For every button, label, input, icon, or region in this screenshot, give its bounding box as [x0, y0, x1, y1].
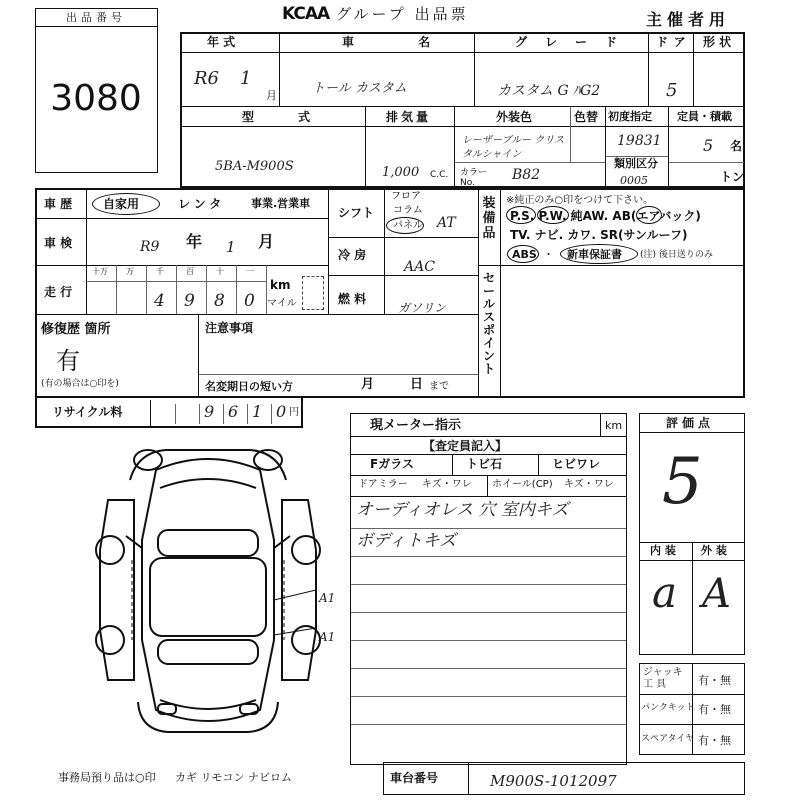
class-label: 類別区分 [614, 157, 658, 170]
first-reg-label: 初度指定 [608, 110, 652, 123]
grade-label: グレード [515, 35, 636, 49]
capacity-value: 5 [703, 136, 714, 155]
door-label: ドア [656, 35, 692, 49]
odometer-digit-1: 0 [244, 291, 255, 311]
recycle-label: リサイクル料 [52, 405, 123, 419]
equipment-warranty-note: (注) 後日送りのみ [640, 250, 713, 260]
equipment-line-1: P.S. P.W. 純AW. AB(エアバック) [510, 209, 701, 223]
capacity-unit: 名 [730, 139, 743, 153]
shift-column: コラム [393, 205, 423, 216]
first-reg-value: 19831 [617, 133, 662, 149]
form-title: グループ 出品票 [336, 5, 469, 23]
odometer-unit-100k: 十万 [92, 267, 108, 276]
odometer-unit-1: 一 [246, 267, 254, 276]
tool-jack-label: ジャッキ 工 具 [643, 667, 683, 690]
tool-puncture-label: パンクキット [641, 703, 695, 713]
tool-spare-label: スペアタイヤ [641, 734, 695, 744]
inspector-col-mirror: ドアミラー [358, 479, 408, 490]
name-label: 車 名 [342, 35, 461, 49]
recycle-digit-4: 0 [276, 402, 287, 421]
shaken-value: R9 [140, 239, 160, 255]
office-note: 事務局預り品は○印 [58, 771, 156, 784]
year-month: 1 [240, 68, 252, 89]
equipment-note: ※純正のみ○印をつけて下さい。 [506, 195, 654, 206]
repaint-label: 色替 [574, 110, 599, 124]
sponsor-label: 主催者用 [646, 10, 731, 29]
warranty-circle [560, 244, 638, 264]
door-count: 5 [666, 80, 678, 101]
model-label: 型 式 [242, 110, 331, 124]
car-name: トール カスタム [312, 81, 407, 96]
repair-label: 修復歴 箇所 [41, 322, 111, 337]
deadline-tail: まで [429, 381, 449, 392]
odometer-digits [86, 265, 266, 314]
odometer-digit-1k: 4 [154, 291, 165, 311]
shaken-month-unit: 月 [258, 232, 275, 251]
deadline-label: 名変期日の短い方 [205, 380, 293, 393]
inspector-col-mirror-damage: キズ・ワレ [422, 479, 472, 490]
odometer-unit-10: 十 [216, 267, 224, 276]
deadline-month: 月 [361, 377, 375, 392]
sales-point-label: セールスポイント [482, 271, 495, 376]
shaken-label: 車 検 [44, 236, 73, 250]
inspector-col-wheel-damage: キズ・ワレ [564, 479, 614, 490]
load-unit: トン [720, 170, 745, 184]
shaken-year-unit: 年 [186, 232, 203, 251]
tool-spare-value: 有・無 [698, 734, 731, 747]
displacement-label: 排気量 [386, 110, 432, 124]
year-label: 年 式 [207, 35, 236, 49]
odometer-km: km [270, 278, 291, 292]
lot-label: 出品番号 [66, 11, 126, 24]
aircon-label: 冷 房 [338, 248, 367, 262]
damage-mark-2: A1 [319, 630, 336, 644]
fuel-value: ガソリン [398, 301, 447, 315]
meter-unit: km [605, 419, 623, 432]
recycle-digit-1: 9 [204, 402, 215, 421]
chassis-number: M900S-1012097 [490, 772, 617, 790]
history-option-private: 自家用 [103, 197, 140, 211]
odometer-label: 走 行 [44, 285, 73, 299]
equipment-abs: ABS [512, 248, 537, 261]
recycle-digit-2: 6 [228, 402, 239, 421]
model-value: 5BA-M900S [215, 159, 294, 174]
ab-circle [636, 206, 662, 224]
office-items: カギ リモコン ナビロム [175, 771, 292, 784]
interior-label: 内 装 [650, 544, 676, 557]
inspector-col-crack: ヒビワレ [552, 457, 601, 471]
meter-label: 現メーター指示 [370, 418, 462, 433]
color-no: B82 [512, 167, 541, 183]
cc-unit: C.C. [430, 170, 449, 180]
color-name: レーザーブルー クリスタルシャイン [462, 135, 565, 160]
score-label: 評価点 [666, 416, 715, 430]
exterior-label: 外 装 [701, 544, 727, 557]
score-value: 5 [662, 445, 703, 519]
tool-puncture-value: 有・無 [698, 703, 731, 716]
equipment-line-2: TV. ナビ. カワ. SR(サンルーフ) [510, 228, 688, 242]
abs-circle [507, 245, 539, 263]
history-label: 車 歴 [44, 197, 73, 211]
year-era: R6 [194, 68, 220, 89]
odometer-digit-10: 8 [214, 291, 225, 311]
odometer-digit-100: 9 [184, 291, 195, 311]
inspector-col-chip: トビ石 [466, 457, 503, 471]
shift-floor: フロア [391, 191, 421, 202]
history-option-rental: レンタ [178, 197, 226, 211]
odometer-unit-1k: 千 [156, 267, 164, 276]
color-no-label: カラーNo. [460, 168, 488, 188]
equipment-dot: ・ [543, 248, 554, 261]
brand-logo: KCAA [282, 4, 330, 24]
repair-value: 有 [56, 347, 80, 375]
odometer-mile: マイル [267, 298, 297, 309]
odometer-unit-10k: 万 [126, 267, 134, 276]
damage-mark-1: A1 [319, 591, 336, 605]
aircon-value: AAC [404, 259, 435, 275]
mile-checkbox [302, 276, 324, 310]
ps-circle [506, 206, 536, 224]
inspector-label: 【査定員記入】 [423, 439, 508, 453]
chassis-label: 車台番号 [390, 771, 439, 785]
deadline-day: 日 [410, 377, 424, 392]
grade-value: カスタム G ﾊG2 [497, 83, 601, 99]
displacement-value: 1,000 [382, 165, 420, 180]
interior-value: a [652, 568, 678, 617]
inspector-col-fglass: Fガラス [370, 457, 414, 471]
lot-box [35, 8, 158, 173]
shift-label: シフト [338, 206, 375, 220]
lot-number: 3080 [50, 78, 142, 119]
inspector-comment-1: オーディオレス 穴 室内キズ [356, 500, 569, 520]
fuel-label: 燃 料 [338, 292, 367, 306]
capacity-label: 定員・積載 [677, 110, 732, 123]
shift-value: AT [437, 215, 456, 231]
shift-panel: パネル [393, 220, 423, 231]
recycle-unit: 円 [289, 407, 299, 418]
history-option-business: 事業.営業車 [251, 197, 311, 210]
shaken-month: 1 [226, 238, 236, 256]
shape-label: 形 状 [703, 35, 732, 49]
equipment-label: 装 備 品 [482, 196, 496, 241]
pw-circle [537, 206, 569, 224]
inspector-col-wheel: ホイール(CP) [492, 479, 553, 490]
exterior-value: A [702, 571, 731, 617]
caution-label: 注意事項 [205, 321, 254, 335]
car-diagram [78, 440, 348, 740]
odometer-unit-100: 百 [186, 267, 194, 276]
recycle-digit-3: 1 [252, 402, 263, 421]
tool-jack-value: 有・無 [698, 674, 731, 687]
inspector-comment-2: ボディトキズ [356, 531, 457, 551]
repair-note: (有の場合は○印を) [41, 379, 119, 389]
year-month-unit: 月 [266, 89, 277, 102]
class-value: 0005 [620, 174, 648, 187]
equipment-warranty: 新車保証書 [567, 248, 622, 261]
color-label: 外装色 [496, 110, 533, 124]
